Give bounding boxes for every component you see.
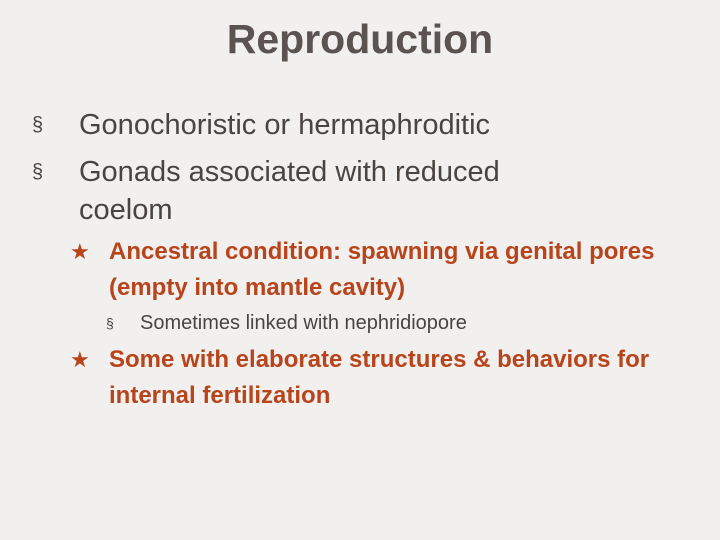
slide-title: Reproduction (226, 16, 494, 62)
bullet-text: Gonads associated with reduced coelom (79, 156, 500, 226)
bullet-text: Gonochoristic or hermaphroditic (79, 109, 491, 141)
bullet-text: Some with elaborate structures & behaviors for internal fertilization (109, 346, 650, 409)
bullet-text: Sometimes linked with nephridiopore (140, 312, 467, 334)
star-marker-icon: ★ (70, 347, 90, 372)
bullet-text: Ancestral condition: spawning via genital pores (empty into mantle cavity) (109, 238, 655, 301)
star-marker-icon: ★ (70, 239, 90, 264)
section-marker-icon: § (32, 161, 44, 183)
section-marker-icon: § (32, 114, 44, 136)
section-marker-icon: § (106, 315, 114, 331)
